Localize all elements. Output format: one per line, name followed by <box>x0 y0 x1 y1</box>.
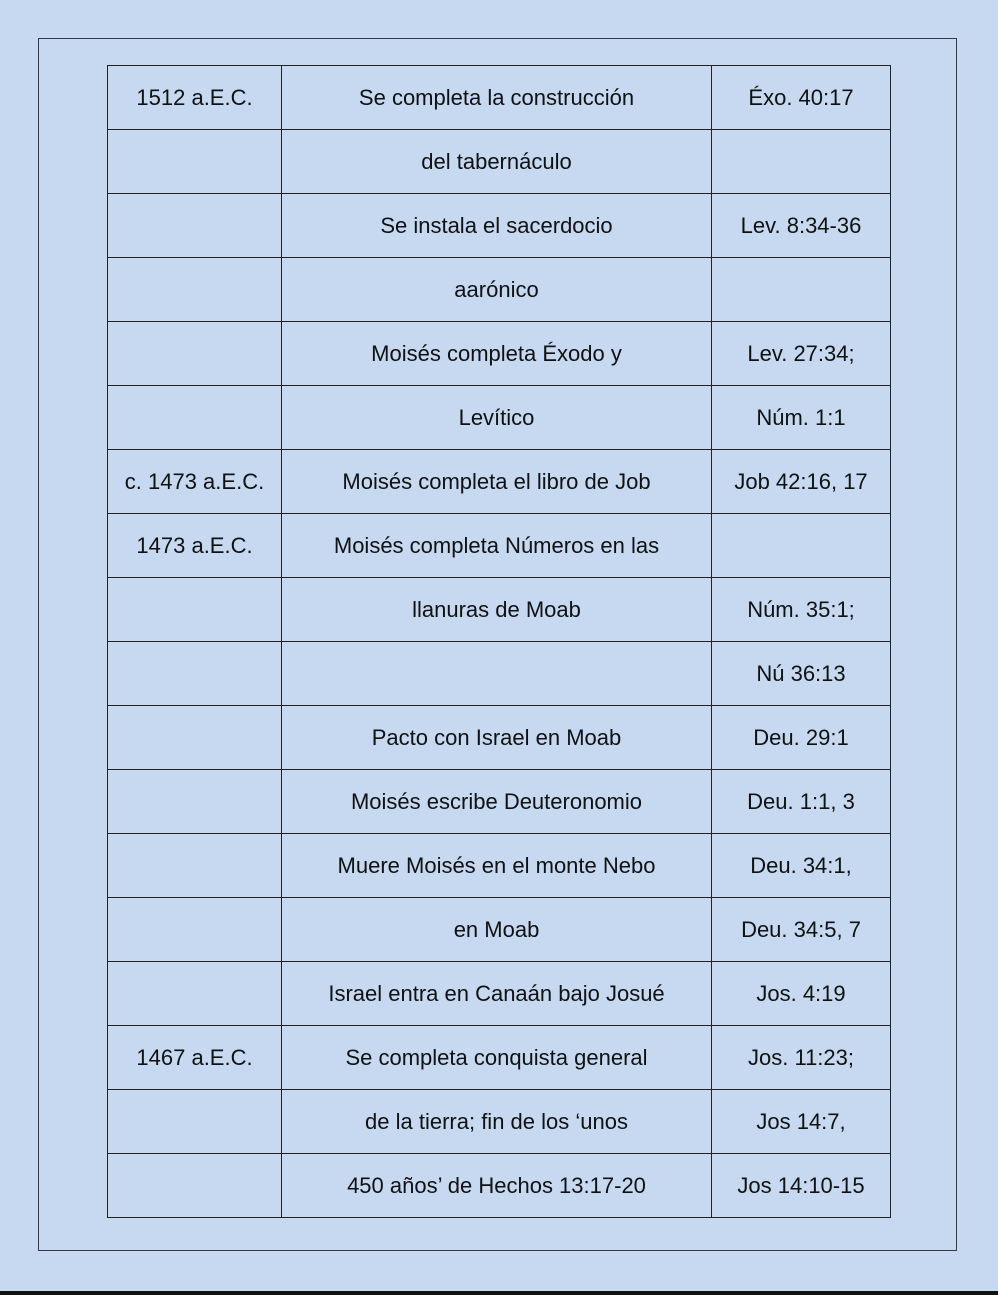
reference-cell: Núm. 35:1; <box>712 578 891 642</box>
reference-cell: Núm. 1:1 <box>712 386 891 450</box>
chronology-table <box>107 65 891 1218</box>
date-cell <box>108 770 282 834</box>
table-row <box>108 642 891 706</box>
table-row <box>108 578 891 642</box>
table-row <box>108 898 891 962</box>
reference-cell <box>712 514 891 578</box>
event-cell: Moisés completa Éxodo y <box>282 322 712 386</box>
date-cell <box>108 194 282 258</box>
date-cell: 1467 a.E.C. <box>108 1026 282 1090</box>
table-row <box>108 450 891 514</box>
table-row <box>108 1026 891 1090</box>
reference-cell: Jos 14:7, <box>712 1090 891 1154</box>
event-cell: 450 años’ de Hechos 13:17-20 <box>282 1154 712 1218</box>
reference-cell: Jos 14:10-15 <box>712 1154 891 1218</box>
reference-cell: Lev. 27:34; <box>712 322 891 386</box>
date-cell: 1473 a.E.C. <box>108 514 282 578</box>
event-cell: Moisés escribe Deuteronomio <box>282 770 712 834</box>
date-cell <box>108 386 282 450</box>
table-row <box>108 706 891 770</box>
event-cell: en Moab <box>282 898 712 962</box>
table-row <box>108 834 891 898</box>
event-cell: Levítico <box>282 386 712 450</box>
reference-cell: Jos. 11:23; <box>712 1026 891 1090</box>
date-cell <box>108 898 282 962</box>
reference-cell: Éxo. 40:17 <box>712 66 891 130</box>
event-cell: Se completa conquista general <box>282 1026 712 1090</box>
table-row <box>108 1154 891 1218</box>
date-cell <box>108 1154 282 1218</box>
table-row <box>108 770 891 834</box>
table-row <box>108 514 891 578</box>
reference-cell: Jos. 4:19 <box>712 962 891 1026</box>
event-cell: Muere Moisés en el monte Nebo <box>282 834 712 898</box>
event-cell: Pacto con Israel en Moab <box>282 706 712 770</box>
reference-cell: Deu. 34:5, 7 <box>712 898 891 962</box>
date-cell <box>108 130 282 194</box>
event-cell: Israel entra en Canaán bajo Josué <box>282 962 712 1026</box>
table-row <box>108 962 891 1026</box>
table-row <box>108 1090 891 1154</box>
table-row <box>108 258 891 322</box>
event-cell: de la tierra; fin de los ‘unos <box>282 1090 712 1154</box>
date-cell: c. 1473 a.E.C. <box>108 450 282 514</box>
table-row <box>108 66 891 130</box>
event-cell: Se completa la construcción <box>282 66 712 130</box>
date-cell <box>108 962 282 1026</box>
table-row <box>108 386 891 450</box>
date-cell <box>108 706 282 770</box>
table-body <box>108 66 891 1218</box>
reference-cell <box>712 258 891 322</box>
reference-cell: Nú 36:13 <box>712 642 891 706</box>
reference-cell <box>712 130 891 194</box>
event-cell: aarónico <box>282 258 712 322</box>
reference-cell: Job 42:16, 17 <box>712 450 891 514</box>
event-cell: Moisés completa Números en las <box>282 514 712 578</box>
date-cell <box>108 642 282 706</box>
reference-cell: Deu. 34:1, <box>712 834 891 898</box>
table-row <box>108 194 891 258</box>
table-row <box>108 130 891 194</box>
reference-cell: Deu. 1:1, 3 <box>712 770 891 834</box>
date-cell <box>108 322 282 386</box>
date-cell <box>108 834 282 898</box>
reference-cell: Deu. 29:1 <box>712 706 891 770</box>
reference-cell: Lev. 8:34-36 <box>712 194 891 258</box>
date-cell <box>108 578 282 642</box>
event-cell <box>282 642 712 706</box>
table-row <box>108 322 891 386</box>
date-cell <box>108 258 282 322</box>
event-cell: Se instala el sacerdocio <box>282 194 712 258</box>
event-cell: Moisés completa el libro de Job <box>282 450 712 514</box>
event-cell: llanuras de Moab <box>282 578 712 642</box>
bottom-rule <box>0 1291 998 1295</box>
date-cell <box>108 1090 282 1154</box>
date-cell: 1512 a.E.C. <box>108 66 282 130</box>
event-cell: del tabernáculo <box>282 130 712 194</box>
